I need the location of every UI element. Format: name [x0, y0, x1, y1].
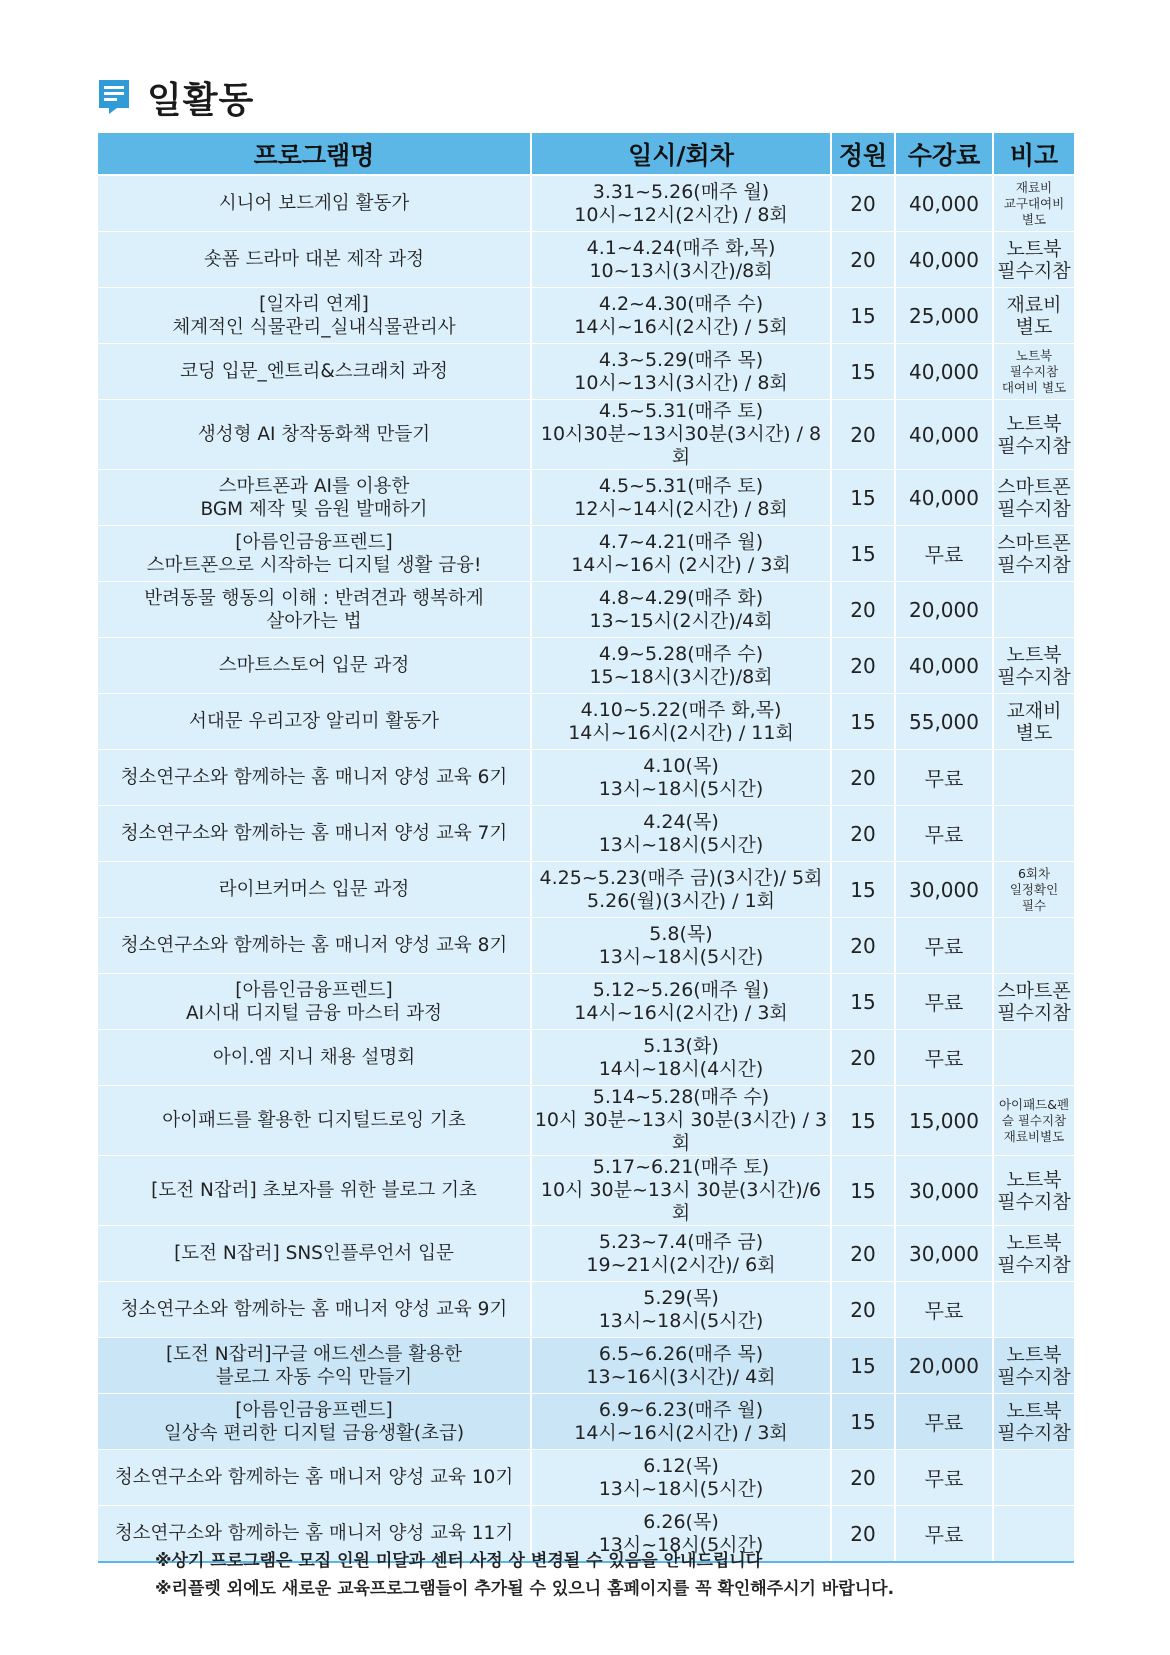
date-sessions-cell: 5.29(목) 13시~18시(5시간) — [531, 1282, 831, 1338]
date-sessions-cell: 4.3~5.29(매주 목) 10시~13시(3시간) / 8회 — [531, 344, 831, 400]
page-title: 일활동 — [147, 79, 255, 121]
note-cell: 노트북 필수지참 대여비 별도 — [993, 344, 1074, 400]
capacity-cell: 15 — [831, 862, 895, 918]
capacity-cell: 20 — [831, 806, 895, 862]
note-cell — [993, 750, 1074, 806]
capacity-cell: 15 — [831, 288, 895, 344]
capacity-cell: 15 — [831, 1394, 895, 1450]
note-cell: 스마트폰 필수지참 — [993, 526, 1074, 582]
fee-cell: 무료 — [895, 1450, 993, 1506]
program-name-cell: 아이.엠 지니 채용 설명회 — [98, 1030, 531, 1086]
fee-cell: 40,000 — [895, 400, 993, 470]
date-sessions-cell: 3.31~5.26(매주 월) 10시~12시(2시간) / 8회 — [531, 175, 831, 232]
date-sessions-cell: 5.13(화) 14시~18시(4시간) — [531, 1030, 831, 1086]
table-row — [98, 1394, 1074, 1450]
fee-cell: 30,000 — [895, 1226, 993, 1282]
program-name-cell: 서대문 우리고장 알리미 활동가 — [98, 694, 531, 750]
note-cell: 아이패드&펜 슬 필수지참 재료비별도 — [993, 1086, 1074, 1156]
capacity-cell: 15 — [831, 1156, 895, 1226]
program-name-cell: 생성형 AI 창작동화책 만들기 — [98, 400, 531, 470]
note-cell — [993, 582, 1074, 638]
capacity-cell: 15 — [831, 974, 895, 1030]
program-name-cell: [일자리 연계] 체계적인 식물관리_실내식물관리사 — [98, 288, 531, 344]
capacity-cell: 15 — [831, 1338, 895, 1394]
note-cell — [993, 1450, 1074, 1506]
table-row — [98, 638, 1074, 694]
note-cell: 스마트폰 필수지참 — [993, 470, 1074, 526]
capacity-cell: 20 — [831, 1030, 895, 1086]
capacity-cell: 20 — [831, 400, 895, 470]
notice-change: ※상기 프로그램은 모집 인원 미달과 센터 사정 상 변경될 수 있음을 안내드립니다 — [155, 1551, 763, 1571]
section-heading — [97, 72, 254, 122]
note-cell: 노트북 필수지참 — [993, 1338, 1074, 1394]
table-row — [98, 1450, 1074, 1506]
note-cell: 6회차 일정확인 필수 — [993, 862, 1074, 918]
note-cell: 노트북 필수지참 — [993, 1156, 1074, 1226]
table-row — [98, 1338, 1074, 1394]
note-cell: 노트북 필수지참 — [993, 638, 1074, 694]
fee-cell: 무료 — [895, 806, 993, 862]
date-sessions-cell: 4.8~4.29(매주 화) 13~15시(2시간)/4회 — [531, 582, 831, 638]
program-name-cell: 청소연구소와 함께하는 홈 매니저 양성 교육 9기 — [98, 1282, 531, 1338]
program-name-cell: 반려동물 행동의 이해 : 반려견과 행복하게 살아가는 법 — [98, 582, 531, 638]
table-row — [98, 470, 1074, 526]
program-table — [98, 133, 1074, 1563]
table-row — [98, 1156, 1074, 1226]
program-name-cell: 청소연구소와 함께하는 홈 매니저 양성 교육 7기 — [98, 806, 531, 862]
note-cell: 노트북 필수지참 — [993, 232, 1074, 288]
table-row — [98, 526, 1074, 582]
program-name-cell: 라이브커머스 입문 과정 — [98, 862, 531, 918]
fee-cell: 40,000 — [895, 232, 993, 288]
table-row — [98, 288, 1074, 344]
capacity-cell: 20 — [831, 1506, 895, 1563]
capacity-cell: 15 — [831, 694, 895, 750]
date-sessions-cell: 4.5~5.31(매주 토) 12시~14시(2시간) / 8회 — [531, 470, 831, 526]
table-row — [98, 582, 1074, 638]
date-sessions-cell: 4.5~5.31(매주 토) 10시30분~13시30분(3시간) / 8회 — [531, 400, 831, 470]
date-sessions-cell: 4.9~5.28(매주 수) 15~18시(3시간)/8회 — [531, 638, 831, 694]
table-row — [98, 694, 1074, 750]
capacity-cell: 20 — [831, 1450, 895, 1506]
date-sessions-cell: 5.14~5.28(매주 수) 10시 30분~13시 30분(3시간) / 3회 — [531, 1086, 831, 1156]
table-row — [98, 750, 1074, 806]
program-name-cell: 코딩 입문_엔트리&스크래치 과정 — [98, 344, 531, 400]
program-name-cell: 스마트폰과 AI를 이용한 BGM 제작 및 음원 발매하기 — [98, 470, 531, 526]
fee-cell: 25,000 — [895, 288, 993, 344]
fee-cell: 무료 — [895, 1030, 993, 1086]
fee-cell: 무료 — [895, 750, 993, 806]
capacity-cell: 20 — [831, 582, 895, 638]
fee-cell: 무료 — [895, 526, 993, 582]
program-name-cell: 청소연구소와 함께하는 홈 매니저 양성 교육 6기 — [98, 750, 531, 806]
fee-cell: 40,000 — [895, 470, 993, 526]
program-name-cell: 청소연구소와 함께하는 홈 매니저 양성 교육 8기 — [98, 918, 531, 974]
note-cell: 노트북 필수지참 — [993, 1226, 1074, 1282]
note-cell: 재료비 교구대여비 별도 — [993, 175, 1074, 232]
header-row — [98, 133, 1074, 175]
capacity-cell: 15 — [831, 470, 895, 526]
table-row — [98, 175, 1074, 232]
date-sessions-cell: 4.10(목) 13시~18시(5시간) — [531, 750, 831, 806]
date-sessions-cell: 5.12~5.26(매주 월) 14시~16시(2시간) / 3회 — [531, 974, 831, 1030]
table-row — [98, 1282, 1074, 1338]
date-sessions-cell: 6.9~6.23(매주 월) 14시~16시(2시간) / 3회 — [531, 1394, 831, 1450]
program-name-cell: 스마트스토어 입문 과정 — [98, 638, 531, 694]
capacity-cell: 20 — [831, 918, 895, 974]
program-name-cell: [아름인금융프렌드] AI시대 디지털 금융 마스터 과정 — [98, 974, 531, 1030]
date-sessions-cell: 4.10~5.22(매주 화,목) 14시~16시(2시간) / 11회 — [531, 694, 831, 750]
header-note: 비고 — [993, 133, 1074, 175]
program-name-cell: [아름인금융프렌드] 스마트폰으로 시작하는 디지털 생활 금융! — [98, 526, 531, 582]
table-row — [98, 232, 1074, 288]
fee-cell: 무료 — [895, 974, 993, 1030]
date-sessions-cell: 6.12(목) 13시~18시(5시간) — [531, 1450, 831, 1506]
note-cell — [993, 918, 1074, 974]
note-cell: 교재비 별도 — [993, 694, 1074, 750]
header-capacity: 정원 — [831, 133, 895, 175]
header-fee: 수강료 — [895, 133, 993, 175]
fee-cell: 15,000 — [895, 1086, 993, 1156]
date-sessions-cell: 4.7~4.21(매주 월) 14시~16시 (2시간) / 3회 — [531, 526, 831, 582]
program-name-cell: [도전 N잡러] SNS인플루언서 입문 — [98, 1226, 531, 1282]
program-name-cell: [아름인금융프렌드] 일상속 편리한 디지털 금융생활(초급) — [98, 1394, 531, 1450]
fee-cell: 40,000 — [895, 638, 993, 694]
fee-cell: 20,000 — [895, 582, 993, 638]
fee-cell: 30,000 — [895, 1156, 993, 1226]
capacity-cell: 20 — [831, 232, 895, 288]
date-sessions-cell: 4.2~4.30(매주 수) 14시~16시(2시간) / 5회 — [531, 288, 831, 344]
capacity-cell: 15 — [831, 1086, 895, 1156]
date-sessions-cell: 4.25~5.23(매주 금)(3시간)/ 5회 5.26(월)(3시간) / 1회 — [531, 862, 831, 918]
table-row — [98, 1086, 1074, 1156]
date-sessions-cell: 5.17~6.21(매주 토) 10시 30분~13시 30분(3시간)/6회 — [531, 1156, 831, 1226]
notice-homepage: ※리플렛 외에도 새로운 교육프로그램들이 추가될 수 있으니 홈페이지를 꼭 확인해주시기 바랍니다. — [155, 1579, 895, 1599]
note-cell: 노트북 필수지참 — [993, 400, 1074, 470]
date-sessions-cell: 4.1~4.24(매주 화,목) 10~13시(3시간)/8회 — [531, 232, 831, 288]
program-name-cell: 청소연구소와 함께하는 홈 매니저 양성 교육 11기 — [98, 1506, 531, 1563]
capacity-cell: 20 — [831, 1282, 895, 1338]
fee-cell: 무료 — [895, 918, 993, 974]
header-program-name: 프로그램명 — [98, 133, 531, 175]
program-name-cell: 아이패드를 활용한 디지털드로잉 기초 — [98, 1086, 531, 1156]
fee-cell: 무료 — [895, 1394, 993, 1450]
fee-cell: 무료 — [895, 1282, 993, 1338]
table-row — [98, 1226, 1074, 1282]
capacity-cell: 20 — [831, 638, 895, 694]
program-name-cell: 시니어 보드게임 활동가 — [98, 175, 531, 232]
notices — [155, 1547, 894, 1603]
header-date-sessions: 일시/회차 — [531, 133, 831, 175]
fee-cell: 55,000 — [895, 694, 993, 750]
fee-cell: 30,000 — [895, 862, 993, 918]
table-header — [98, 133, 1074, 175]
capacity-cell: 15 — [831, 344, 895, 400]
fee-cell: 무료 — [895, 1506, 993, 1563]
date-sessions-cell: 5.23~7.4(매주 금) 19~21시(2시간)/ 6회 — [531, 1226, 831, 1282]
capacity-cell: 15 — [831, 526, 895, 582]
note-cell: 스마트폰 필수지참 — [993, 974, 1074, 1030]
table-row — [98, 862, 1074, 918]
program-name-cell: 청소연구소와 함께하는 홈 매니저 양성 교육 10기 — [98, 1450, 531, 1506]
capacity-cell: 20 — [831, 175, 895, 232]
table-row — [98, 1030, 1074, 1086]
date-sessions-cell: 6.5~6.26(매주 목) 13~16시(3시간)/ 4회 — [531, 1338, 831, 1394]
note-cell — [993, 1282, 1074, 1338]
table-body — [98, 175, 1074, 1562]
document-list-icon — [97, 78, 131, 116]
table-row — [98, 400, 1074, 470]
date-sessions-cell: 6.26(목) 13시~18시(5시간) — [531, 1506, 831, 1563]
note-cell — [993, 806, 1074, 862]
date-sessions-cell: 5.8(목) 13시~18시(5시간) — [531, 918, 831, 974]
note-cell — [993, 1506, 1074, 1563]
table-row — [98, 344, 1074, 400]
fee-cell: 20,000 — [895, 1338, 993, 1394]
program-name-cell: [도전 N잡러] 초보자를 위한 블로그 기초 — [98, 1156, 531, 1226]
table-row — [98, 918, 1074, 974]
program-name-cell: 숏폼 드라마 대본 제작 과정 — [98, 232, 531, 288]
table-row — [98, 806, 1074, 862]
note-cell: 재료비 별도 — [993, 288, 1074, 344]
note-cell — [993, 1030, 1074, 1086]
date-sessions-cell: 4.24(목) 13시~18시(5시간) — [531, 806, 831, 862]
note-cell: 노트북 필수지참 — [993, 1394, 1074, 1450]
table-row — [98, 974, 1074, 1030]
program-name-cell: [도전 N잡러]구글 애드센스를 활용한 블로그 자동 수익 만들기 — [98, 1338, 531, 1394]
capacity-cell: 20 — [831, 1226, 895, 1282]
fee-cell: 40,000 — [895, 175, 993, 232]
fee-cell: 40,000 — [895, 344, 993, 400]
capacity-cell: 20 — [831, 750, 895, 806]
